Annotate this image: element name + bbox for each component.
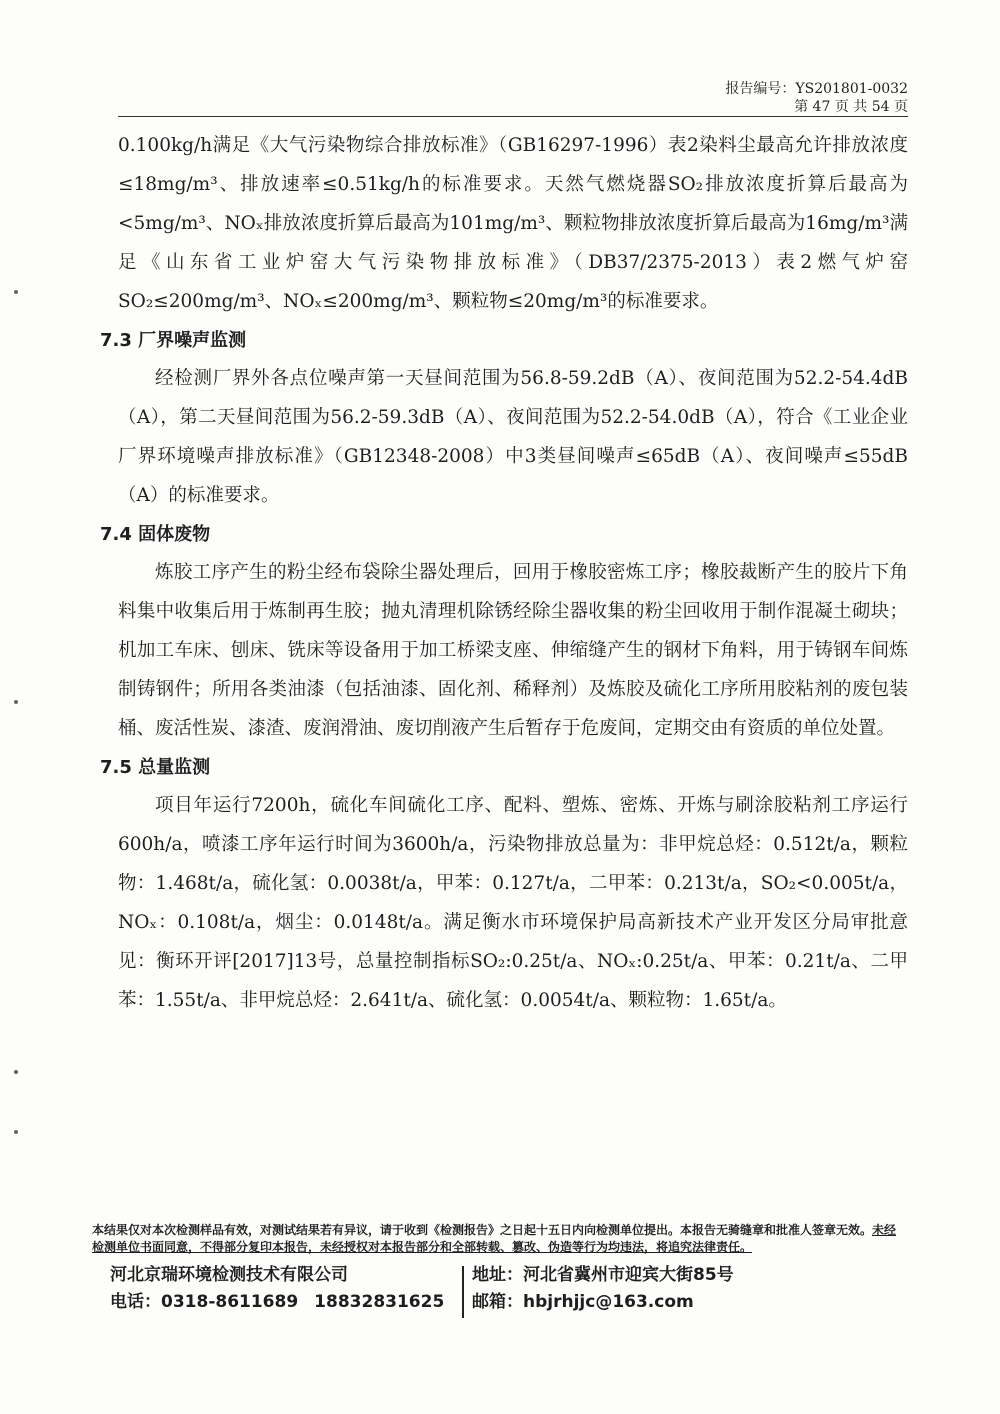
email-address: hbjrhjjc@163.com: [523, 1292, 694, 1312]
section-7-4-paragraph: 炼胶工序产生的粉尘经布袋除尘器处理后，回用于橡胶密炼工序；橡胶裁断产生的胶片下角料集中收集后用于炼制再生胶；抛丸清理机除锈经除尘器收集的粉尘回收用于制作混凝土砌块；机加工车床、刨床、铣床等设备用于加工桥梁支座、伸缩缝产生的钢材下角料，用于铸钢车间炼制铸钢件；所用各类油漆（包括油漆、固化剂、稀释剂）及炼胶及硫化工序所用胶粘剂的废包装桶、废活性炭、漆渣、废润滑油、废切削液产生后暂存于危废间，定期交由有资质的单位处置。: [118, 562, 908, 739]
company-address: 地址：河北省冀州市迎宾大街85号: [472, 1265, 734, 1285]
phone-number-1: 0318-8611689: [161, 1292, 299, 1312]
footer-notice: [92, 1222, 908, 1256]
footer-left: [110, 1262, 455, 1316]
section-7-4-title: 7.4 固体废物: [100, 524, 211, 545]
phone-label: 电话：: [110, 1292, 161, 1312]
company-name: 河北京瑞环境检测技术有限公司: [110, 1265, 348, 1285]
report-number: 报告编号：YS201801-0032: [725, 81, 908, 97]
binding-hole-mark: [14, 1070, 18, 1074]
report-body: [100, 126, 909, 1020]
email-label: 邮箱：: [472, 1292, 523, 1312]
binding-hole-mark: [14, 700, 18, 704]
page-number: 第 47 页 共 54 页: [794, 99, 908, 115]
intro-paragraph: 0.100kg/h满足《大气污染物综合排放标准》（GB16297-1996）表2染料尘最高允许排放浓度≤18mg/m³、排放速率≤0.51kg/h的标准要求。天然气燃烧器SO₂排放浓度折算后最高为<5mg/m³、NOₓ排放浓度折算后最高为101mg/m³、颗粒物排放浓度折算后最高为16mg/m³满足《山东省工业炉窑大气污染物排放标准》（DB37/2375-2013）表2燃气炉窑SO₂≤200mg/m³、NOₓ≤200mg/m³、颗粒物≤20mg/m³的标准要求。: [118, 135, 908, 312]
phone-line: [110, 1289, 455, 1316]
footer-right: [472, 1262, 892, 1316]
section-7-3-title: 7.3 厂界噪声监测: [100, 330, 247, 351]
email-line: [472, 1289, 892, 1316]
footer-notice-underlined: 未经检测单位书面同意，不得部分复印本报告，未经授权对本报告部分和全部转载、篡改、伪造等行为均违法，将追究法律责任。: [92, 1223, 897, 1254]
report-header: [725, 80, 908, 116]
phone-number-2: 18832831625: [314, 1292, 445, 1312]
section-7-5-paragraph: 项目年运行7200h，硫化车间硫化工序、配料、塑炼、密炼、开炼与刷涂胶粘剂工序运行600h/a，喷漆工序年运行时间为3600h/a，污染物排放总量为：非甲烷总烃：0.512t/a，颗粒物：1.468t/a，硫化氢：0.0038t/a，甲苯：0.127t/a，二甲苯：0.213t/a，SO₂<0.005t/a，NOₓ：0.108t/a，烟尘：0.0148t/a。满足衡水市环境保护局高新技术产业开发区分局审批意见：衡环开评[2017]13号，总量控制指标SO₂:0.25t/a、NOₓ:0.25t/a、甲苯：0.21t/a、二甲苯：1.55t/a、非甲烷总烃：2.641t/a、硫化氢：0.0054t/a、颗粒物：1.65t/a。: [118, 795, 909, 1011]
binding-hole-mark: [14, 290, 18, 294]
binding-hole-mark: [14, 1130, 18, 1134]
header-divider: [118, 116, 908, 117]
section-7-5-title: 7.5 总量监测: [100, 757, 211, 778]
footer-notice-text: 本结果仅对本次检测样品有效，对测试结果若有异议，请于收到《检测报告》之日起十五日内向检测单位提出。本报告无骑缝章和批准人签章无效。: [92, 1223, 873, 1237]
footer-divider: [462, 1266, 464, 1318]
section-7-3-paragraph: 经检测厂界外各点位噪声第一天昼间范围为56.8-59.2dB（A）、夜间范围为52.2-54.4dB（A），第二天昼间范围为56.2-59.3dB（A）、夜间范围为52.2-54.0dB（A），符合《工业企业厂界环境噪声排放标准》（GB12348-2008）中3类昼间噪声≤65dB（A）、夜间噪声≤55dB（A）的标准要求。: [118, 368, 908, 506]
